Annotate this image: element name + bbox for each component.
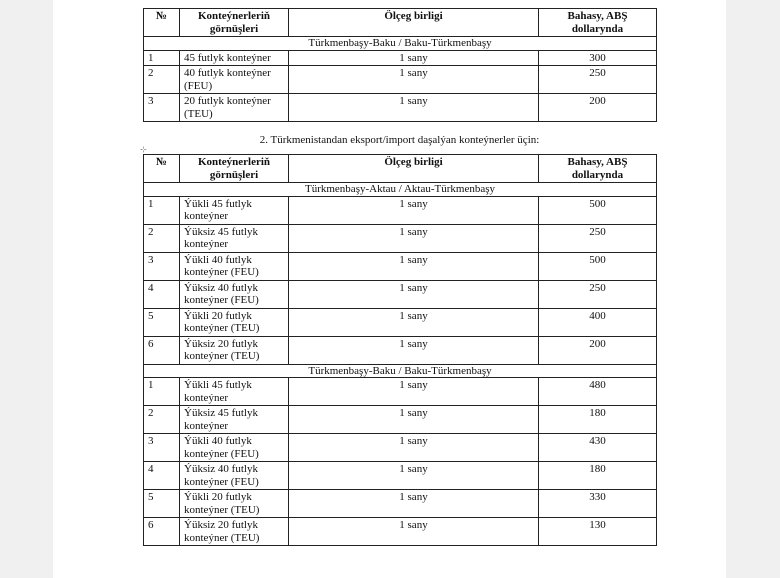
section-heading: 2. Türkmenistandan eksport/import daşalýan konteýnerler üçin: — [259, 134, 540, 146]
table-row — [144, 378, 657, 406]
price-cell: 180 — [539, 406, 657, 434]
row-number: 5 — [144, 308, 180, 336]
unit-cell: 1 sany — [289, 280, 539, 308]
price-cell: 500 — [539, 252, 657, 280]
header-unit: Ölçeg birligi — [289, 9, 539, 37]
header-price: Bahasy, ABŞ dollarynda — [539, 155, 657, 183]
row-number: 3 — [144, 94, 180, 122]
row-number: 3 — [144, 434, 180, 462]
header-container-type: Konteýnerleriň görnüşleri — [180, 155, 289, 183]
table-row — [144, 280, 657, 308]
container-type-cell: Ýüksiz 45 futlyk konteýner — [180, 406, 289, 434]
unit-cell: 1 sany — [289, 50, 539, 66]
row-number: 1 — [144, 50, 180, 66]
row-number: 2 — [144, 406, 180, 434]
container-type-cell: Ýüksiz 45 futlyk konteýner — [180, 224, 289, 252]
unit-cell: 1 sany — [289, 94, 539, 122]
table-row — [144, 196, 657, 224]
container-type-cell: Ýükli 20 futlyk konteýner (TEU) — [180, 308, 289, 336]
container-type-cell: Ýükli 20 futlyk konteýner (TEU) — [180, 490, 289, 518]
route-section-row — [144, 37, 657, 51]
table-row — [144, 490, 657, 518]
route-section-row — [144, 364, 657, 378]
table-anchor-marker: ⊹ — [140, 145, 147, 154]
price-cell: 430 — [539, 434, 657, 462]
row-number: 1 — [144, 196, 180, 224]
row-number: 6 — [144, 518, 180, 546]
table-row — [144, 406, 657, 434]
tariff-table-2 — [143, 154, 657, 546]
route-section-label: Türkmenbaşy-Baku / Baku-Türkmenbaşy — [144, 37, 657, 51]
container-type-cell: Ýükli 45 futlyk konteýner — [180, 378, 289, 406]
table-row — [144, 94, 657, 122]
unit-cell: 1 sany — [289, 224, 539, 252]
container-type-cell: Ýükli 45 futlyk konteýner — [180, 196, 289, 224]
route-section-label: Türkmenbaşy-Baku / Baku-Türkmenbaşy — [144, 364, 657, 378]
container-type-cell: Ýüksiz 40 futlyk konteýner (FEU) — [180, 462, 289, 490]
row-number: 5 — [144, 490, 180, 518]
unit-cell: 1 sany — [289, 518, 539, 546]
row-number: 1 — [144, 378, 180, 406]
container-type-cell: 45 futlyk konteýner — [180, 50, 289, 66]
tariff-table-1 — [143, 8, 657, 122]
route-section-label: Türkmenbaşy-Aktau / Aktau-Türkmenbaşy — [144, 183, 657, 197]
header-price: Bahasy, ABŞ dollarynda — [539, 9, 657, 37]
header-container-type: Konteýnerleriň görnüşleri — [180, 9, 289, 37]
price-cell: 180 — [539, 462, 657, 490]
price-cell: 250 — [539, 66, 657, 94]
unit-cell: 1 sany — [289, 378, 539, 406]
price-cell: 130 — [539, 518, 657, 546]
unit-cell: 1 sany — [289, 66, 539, 94]
price-cell: 250 — [539, 224, 657, 252]
route-section-row — [144, 183, 657, 197]
header-unit: Ölçeg birligi — [289, 155, 539, 183]
price-cell: 200 — [539, 94, 657, 122]
table-row — [144, 462, 657, 490]
table-row — [144, 50, 657, 66]
container-type-cell: Ýüksiz 20 futlyk konteýner (TEU) — [180, 336, 289, 364]
unit-cell: 1 sany — [289, 406, 539, 434]
price-cell: 480 — [539, 378, 657, 406]
table-row — [144, 66, 657, 94]
unit-cell: 1 sany — [289, 196, 539, 224]
unit-cell: 1 sany — [289, 308, 539, 336]
container-type-cell: 20 futlyk konteýner (TEU) — [180, 94, 289, 122]
price-cell: 330 — [539, 490, 657, 518]
table-row — [144, 308, 657, 336]
header-row — [144, 9, 657, 37]
row-number: 2 — [144, 224, 180, 252]
container-type-cell: Ýüksiz 20 futlyk konteýner (TEU) — [180, 518, 289, 546]
price-cell: 250 — [539, 280, 657, 308]
row-number: 6 — [144, 336, 180, 364]
table-row — [144, 224, 657, 252]
price-cell: 300 — [539, 50, 657, 66]
unit-cell: 1 sany — [289, 336, 539, 364]
unit-cell: 1 sany — [289, 462, 539, 490]
header-no: № — [144, 9, 180, 37]
row-number: 2 — [144, 66, 180, 94]
price-cell: 400 — [539, 308, 657, 336]
header-row — [144, 155, 657, 183]
table-row — [144, 252, 657, 280]
row-number: 4 — [144, 462, 180, 490]
unit-cell: 1 sany — [289, 490, 539, 518]
container-type-cell: Ýükli 40 futlyk konteýner (FEU) — [180, 252, 289, 280]
price-cell: 500 — [539, 196, 657, 224]
table-row — [144, 434, 657, 462]
container-type-cell: Ýüksiz 40 futlyk konteýner (FEU) — [180, 280, 289, 308]
row-number: 4 — [144, 280, 180, 308]
header-no: № — [144, 155, 180, 183]
container-type-cell: Ýükli 40 futlyk konteýner (FEU) — [180, 434, 289, 462]
price-cell: 200 — [539, 336, 657, 364]
table-row — [144, 518, 657, 546]
unit-cell: 1 sany — [289, 252, 539, 280]
row-number: 3 — [144, 252, 180, 280]
container-type-cell: 40 futlyk konteýner (FEU) — [180, 66, 289, 94]
table-row — [144, 336, 657, 364]
unit-cell: 1 sany — [289, 434, 539, 462]
